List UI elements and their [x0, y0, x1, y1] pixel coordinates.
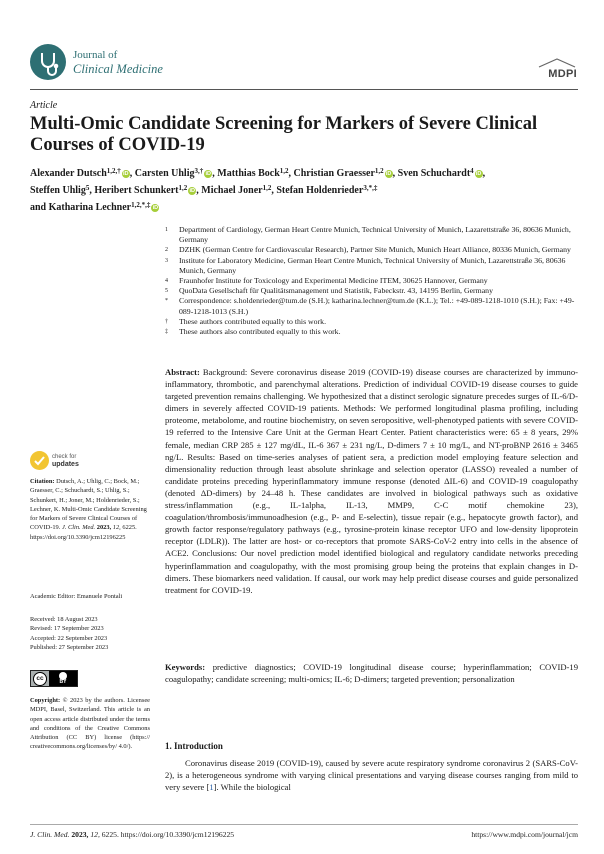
orcid-icon[interactable]: iD: [189, 188, 195, 194]
orcid-icon[interactable]: iD: [385, 171, 392, 177]
affiliation-text: Department of Cardiology, German Heart Centre Munich, Technical University of Munich, Lazarettstraße 36, 80636 Munich, Germany: [179, 225, 571, 245]
cc-by-license-badge[interactable]: [30, 670, 78, 687]
author-name: Matthias Bock: [217, 168, 280, 179]
author-affiliation-marks: 3,*,‡: [363, 184, 378, 192]
author[interactable]: [30, 185, 94, 196]
copyright-label: Copyright:: [30, 697, 61, 704]
date-published: Published: 27 September 2023: [30, 643, 109, 651]
author[interactable]: [201, 185, 276, 196]
author-name: Carsten Uhlig: [134, 168, 195, 179]
author[interactable]: [30, 202, 159, 213]
author-name: Heribert Schunkert: [94, 185, 179, 196]
keywords: [165, 661, 578, 685]
affiliation-text: QuoData Gesellschaft für Qualitätsmanagement und Statistik, Fabeckstr. 43, 14195 Berlin, Germany: [179, 286, 493, 296]
author-affiliation-marks: 1,2,†: [106, 167, 121, 175]
affiliation-item: [165, 225, 578, 245]
author[interactable]: [398, 168, 486, 179]
author-affiliation-marks: 1,2: [178, 184, 188, 192]
affiliation-mark: *: [165, 298, 168, 305]
article-type: Article: [30, 100, 58, 111]
affiliation-text: Fraunhofer Institute for Toxicology and Experimental Medicine ITEM, 30625 Hannover, Germany: [179, 276, 488, 286]
author[interactable]: [135, 168, 217, 179]
affiliation-item: [165, 317, 578, 327]
by-label: BY: [59, 679, 67, 685]
footer-doi[interactable]: 6225. https://doi.org/10.3390/jcm12196225: [101, 830, 235, 839]
introduction-paragraph: [165, 757, 578, 793]
check-label-1: check for: [52, 454, 77, 460]
author[interactable]: [94, 185, 201, 196]
orcid-icon[interactable]: iD: [475, 171, 482, 177]
footer-citation: [30, 830, 234, 839]
footer-volume: 12,: [90, 830, 100, 839]
author-name: Stefan Holdenrieder: [276, 185, 364, 196]
author-affiliation-marks: 1,2,*,‡: [131, 201, 151, 209]
date-revised: Revised: 17 September 2023: [30, 625, 104, 633]
header-divider: [30, 89, 578, 90]
affiliation-text: Institute for Laboratory Medicine, German Heart Centre Munich, Technical University of Munich, Lazarettstraße 36, 80636 Munich, Germany: [179, 255, 566, 275]
author-affiliation-marks: 1,2: [262, 184, 272, 192]
date-accepted: Accepted: 22 September 2023: [30, 634, 108, 642]
affiliation-mark: ‡: [165, 329, 168, 336]
cc-icon: cc: [33, 672, 47, 686]
author-separator: ,: [392, 168, 398, 179]
article-title: Multi-Omic Candidate Screening for Markers of Severe Clinical Courses of COVID-19: [30, 114, 538, 155]
copyright-text: © 2023 by the authors. Licensee MDPI, Basel, Switzerland. This article is an open access article distributed under the terms and conditions of the Creative Commons Attribution (CC BY) license (https:// creativecommons.org/licenses/by/ 4.0/).: [30, 697, 150, 751]
citation-text: Dutsch, A.; Uhlig, C.; Bock, M.; Graesser, C.; Schuchardt, S.; Uhlig, S.; Schunkert, H.; Joner, M.; Holdenrieder, S.; Lechner, K. Multi-Omic Candidate Screening for Markers of Severe Clinical Courses of COVID-19.: [30, 478, 147, 532]
affiliation-item: [165, 245, 578, 255]
journal-name-line1: Journal of: [73, 49, 118, 61]
affiliation-text: These authors contributed equally to this work.: [179, 316, 327, 326]
abstract-text: Background: Severe coronavirus disease 2019 (COVID-19) disease courses are characterized by immuno-inflammatory, thrombotic, and parenchymal alterations. Prediction of individual COVID-19 disease courses to guide targeted prevention remains challenging. We hypothesized that a distinct serologic signature precedes surges of IL-6/D-dimers in severely affected COVID-19 patients. Methods: We performed longitudinal plasma profiling, including proteome, metabolome, and routine biochemistry, on seven seropositive, well-phenotyped patients with severe COVID-19 referred to the Intensive Care Unit at the German Heart Center. Patient characteristics were: 65 ± 8 years, 29% female, median CRP 285 ± 127 mg/dL, IL-6 367 ± 231 ng/L, D-dimers 7 ± 10 mg/L, and NT-proBNP 2616 ± 3465 ng/L. Results: Based on time-series analyses of patient sera, a prediction model employing feature selection and dimensionality reduction through least absolute shrinkage and selection operator (LASSO) revealed a number of candidate proteins preceding hyperinflammatory immune response (denoted ΔIL-6) and COVID-19 coagulopathy (denoted ΔD-dimers) by 24–48 h. These candidates are involved in biological pathways such as oxidative stress/inflammation (e.g., IL-1alpha, IL-13, MMP9, C-C motif chemokine 23), coagulation/thrombosis/immunoadhesion (e.g., P- and E-selectin), tissue repair (e.g., hepatocyte growth factor), and growth factor response/regulatory pathways (e.g., tyrosine-protein kinase receptor UFO and low-density lipoprotein receptor (LDLR)). The latter are host- or co-receptors that promote SARS-CoV-2 entry into cells in the absence of ACE2. Conclusions: Our novel prediction model identified biological and regulatory candidate networks preceding hyperinflammation and coagulopathy, with the most promising group being the proteins that explain changes in D-dimers. These biomarkers need validation. If causal, our work may help predict disease courses and guide personalized treatment for COVID-19.: [165, 367, 579, 595]
publisher-name: MDPI: [548, 68, 577, 80]
check-for-updates-badge[interactable]: [30, 450, 90, 472]
author-separator: ,: [288, 168, 294, 179]
affiliation-item: [165, 327, 578, 337]
by-icon: [49, 671, 77, 686]
author-name: Alexander Dutsch: [30, 168, 107, 179]
keywords-text: predictive diagnostics; COVID-19 longitudinal disease course; hyperinflammation; COVID-19 coagulopathy; candidate screening; multi-omics; IL-6; D-dimers; targeted prevention; personalization: [165, 662, 578, 685]
date-received: Received: 18 August 2023: [30, 616, 98, 623]
affiliation-text: Correspondence: s.holdenrieder@tum.de (S.H.); katharina.lechner@tum.de (K.L.); Tel.: +49-089-1218-1010 (S.H.); Fax: +49-089-1218-1013 (S.H.): [179, 296, 575, 316]
author-separator: ,: [212, 168, 218, 179]
abstract-label: Abstract:: [165, 367, 200, 377]
orcid-icon[interactable]: iD: [123, 171, 129, 177]
orcid-icon[interactable]: iD: [205, 171, 211, 177]
check-updates-icon: [30, 451, 49, 470]
citation-label: Citation:: [30, 478, 55, 485]
affiliation-mark: 3: [165, 257, 168, 264]
author-list: [30, 164, 578, 215]
footer-year: 2023,: [71, 830, 89, 839]
author-name: Sven Schuchardt: [397, 168, 471, 179]
affiliation-mark: 2: [165, 247, 168, 254]
keywords-label: Keywords:: [165, 662, 206, 672]
footer-journal: J. Clin. Med.: [30, 830, 70, 839]
author-name: Michael Joner: [201, 185, 263, 196]
citation-volume: 12,: [112, 524, 121, 532]
affiliation-item: [165, 256, 578, 276]
author-separator: ,: [89, 185, 95, 196]
author-affiliation-marks: 5: [85, 184, 90, 192]
author-name: and Katharina Lechner: [30, 202, 132, 213]
affiliation-item: [165, 276, 578, 286]
affiliation-mark: 4: [165, 278, 168, 285]
author-separator: ,: [271, 185, 277, 196]
footer-divider: [30, 824, 578, 825]
orcid-icon[interactable]: iD: [152, 205, 159, 211]
copyright-block: [30, 696, 150, 752]
citation-block: [30, 477, 150, 542]
intro-text-after: ]. While the biological: [213, 782, 291, 793]
affiliation-mark: 1: [165, 227, 168, 233]
footer-journal-url[interactable]: https://www.mdpi.com/journal/jcm: [471, 830, 578, 839]
author-affiliation-marks: 1,2: [374, 167, 384, 175]
author[interactable]: [217, 168, 293, 179]
citation-link[interactable]: 1: [209, 782, 214, 793]
affiliation-list: [165, 225, 578, 337]
author-separator: ,: [482, 168, 486, 179]
academic-editor: Academic Editor: Emanuele Pontali: [30, 593, 123, 600]
affiliation-text: DZHK (German Centre for Cardiovascular Research), Partner Site Munich, Munich Heart Alliance, 80336 Munich, Germany: [179, 245, 571, 255]
author-affiliation-marks: 3,†: [194, 167, 204, 175]
author-affiliation-marks: 4: [470, 167, 474, 175]
check-label-2: updates: [52, 461, 79, 468]
journal-header: [30, 44, 578, 86]
mdpi-roof-icon: [536, 58, 578, 68]
author-affiliation-marks: 1,2: [279, 167, 289, 175]
author-separator: ,: [129, 168, 135, 179]
citation-journal: J. Clin. Med.: [61, 524, 96, 532]
affiliation-item: [165, 296, 578, 316]
section-heading-introduction: 1. Introduction: [165, 741, 223, 751]
abstract: [165, 366, 578, 596]
author[interactable]: [276, 185, 377, 196]
author-separator: ,: [196, 185, 202, 196]
affiliation-mark: †: [165, 318, 168, 325]
citation-year: 2023,: [96, 524, 112, 532]
affiliation-item: [165, 286, 578, 296]
author-name: Steffen Uhlig: [30, 185, 86, 196]
citation-doi[interactable]: 6225. https://doi.org/10.3390/jcm12196225: [30, 524, 137, 541]
author[interactable]: [294, 168, 398, 179]
author-name: Christian Graesser: [293, 168, 375, 179]
mdpi-logo[interactable]: [536, 54, 578, 78]
journal-logo: [30, 44, 66, 80]
author[interactable]: [30, 168, 135, 179]
affiliation-mark: 5: [165, 288, 168, 295]
affiliation-text: These authors also contributed equally to this work.: [179, 327, 341, 337]
intro-text-before: Coronavirus disease 2019 (COVID-19), caused by severe acute respiratory syndrome coronavirus 2 (SARS-CoV-2), is a heterogeneous syndrome with varying clinical presentations and varying disease courses ranging from mild to very severe [: [165, 758, 578, 793]
stethoscope-icon: [30, 44, 66, 80]
journal-name-line2: Clinical Medicine: [73, 62, 163, 76]
dates-block: [30, 615, 150, 652]
